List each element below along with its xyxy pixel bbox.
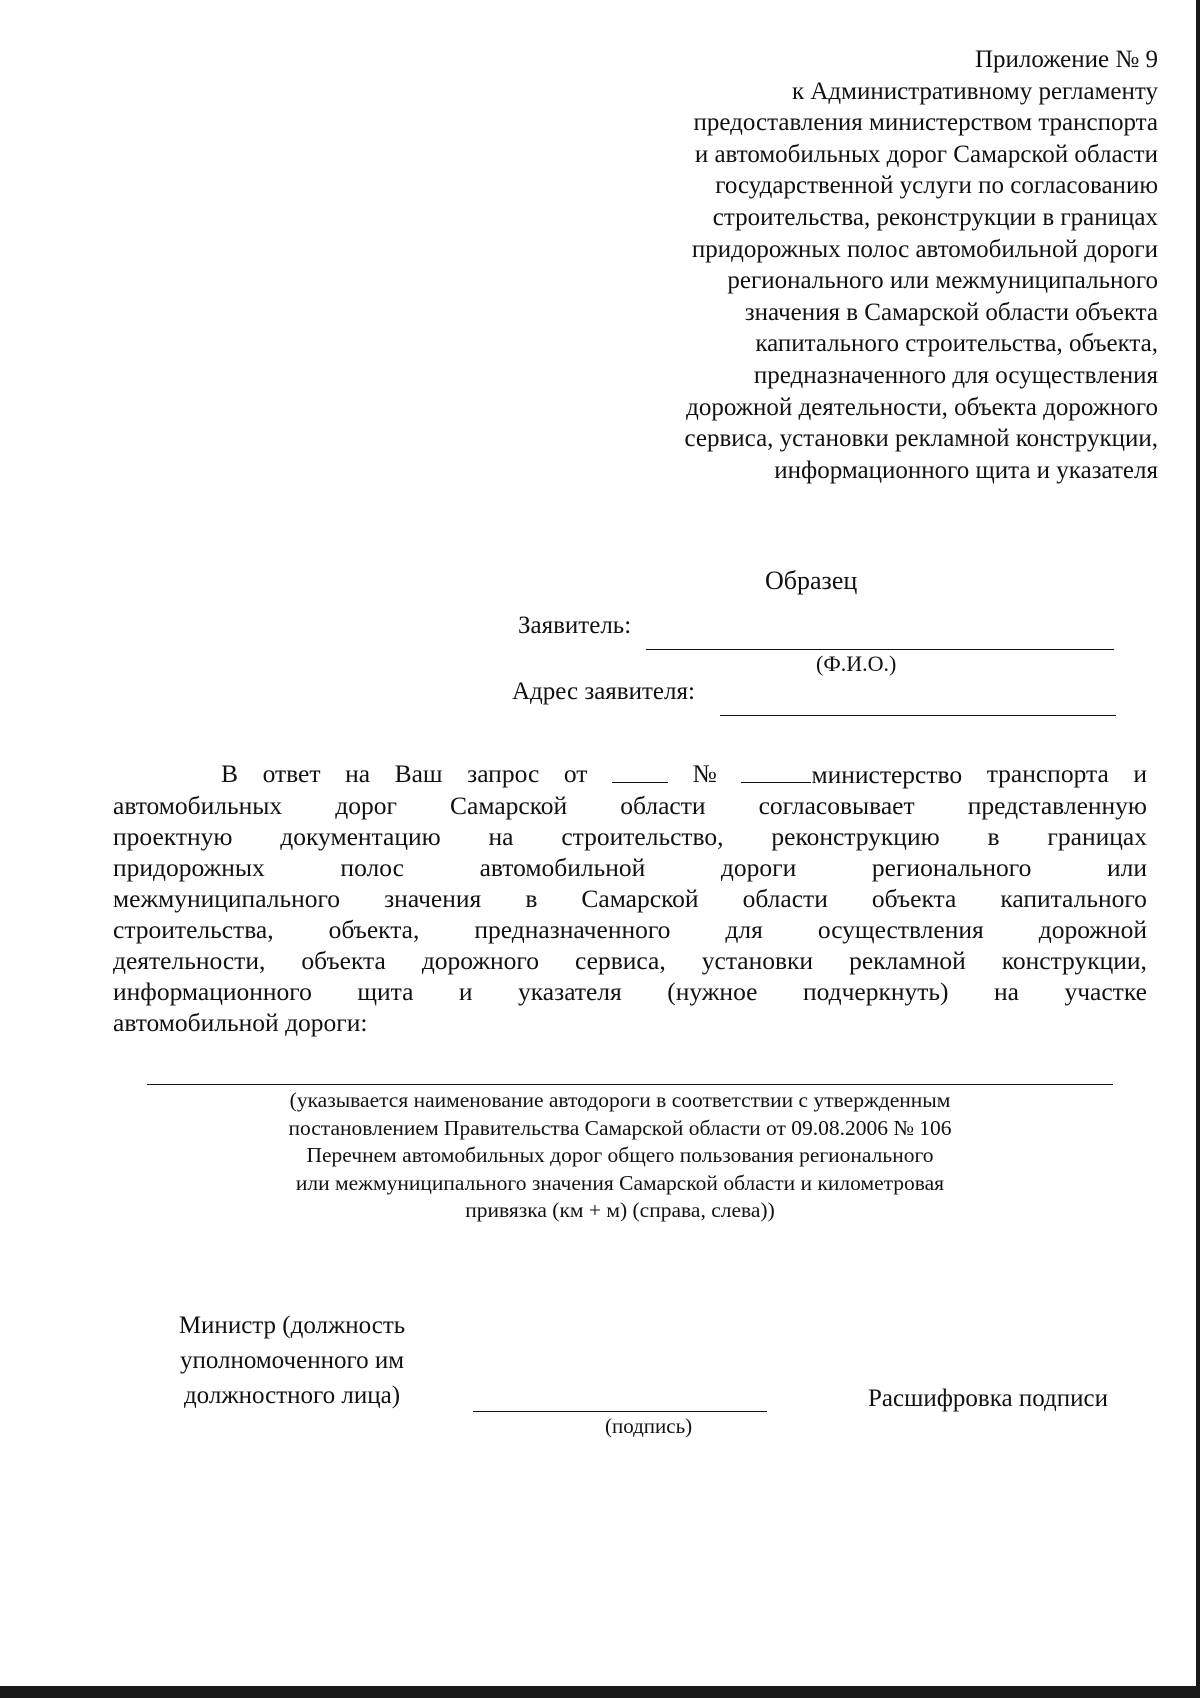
body-word: информационного [113,977,312,1006]
appendix-line: Приложение № 9 [974,46,1158,73]
body-word: конструкции, [1001,946,1147,975]
body-word: и [1133,759,1147,788]
body-word-with-blank [612,758,668,790]
body-word: дорог [335,791,397,820]
signature-caption: (подпись) [605,1414,693,1438]
applicant-label: Заявитель: [518,612,632,639]
body-word: области [620,791,706,820]
road-caption-line: постановлением Правительства Самарской области от 09.08.2006 № 106 [288,1115,952,1140]
body-word: транспорта [986,759,1109,788]
body-word: предназначенного [474,915,671,944]
body-word: и [458,977,473,1006]
body-word-with-blank: министерство [741,758,962,790]
body-word: запрос [467,759,540,788]
road-caption-line: или межмуниципального значения Самарской области и километровая [295,1170,945,1195]
blank-field[interactable] [612,758,668,783]
appendix-header [538,44,1158,486]
appendix-line: капитального строительства, объекта, [755,330,1158,358]
body-word: осуществления [817,915,984,944]
body-word: Самарской [450,791,568,820]
signature-field[interactable] [473,1411,767,1412]
appendix-line: к Административному регламенту [791,77,1158,105]
body-word: подчеркнуть) [802,977,949,1006]
body-word: строительства, [113,915,274,944]
body-word: капитального [1000,884,1147,913]
body-word: в [525,884,538,913]
body-word: полос [340,853,404,882]
appendix-line: регионального или межмуниципального [727,267,1158,295]
official-position-line: Министр (должность [178,1312,406,1339]
sample-label: Образец [765,566,858,595]
body-word: Самарской [581,884,699,913]
body-word: согласовывает [758,791,915,820]
official-position [142,1308,442,1413]
body-word: сервиса, [575,946,666,975]
applicant-name-field[interactable] [646,617,1114,650]
body-word: значения [384,884,482,913]
official-position-line: должностного лица) [183,1382,401,1409]
body-word: (нужное [667,977,758,1006]
body-word: дорожной [1038,915,1147,944]
road-caption-line: привязка (км + м) (справа, слева)) [465,1198,775,1223]
body-word: щита [357,977,414,1006]
official-position-line: уполномоченного им [179,1347,405,1374]
body-paragraph [113,758,1147,1038]
scan-edge-bottom [0,1686,1200,1698]
body-word: объекта [301,946,386,975]
body-word: установки [701,946,814,975]
body-line [113,758,1147,790]
appendix-line: сервиса, установки рекламной конструкции, [684,425,1158,453]
body-word: объекта, [328,915,420,944]
body-word: границах [1047,822,1147,851]
body-word: или [1106,853,1147,882]
appendix-line: и автомобильных дорог Самарской области [694,140,1158,168]
body-line [113,1007,1147,1038]
body-word: межмуниципального [113,884,341,913]
road-caption-line: Перечнем автомобильных дорог общего пользования регионального [306,1143,934,1168]
appendix-line: придорожных полос автомобильной дороги [691,235,1158,263]
scan-edge-right [1196,0,1200,1698]
applicant-address-label: Адрес заявителя: [512,678,695,705]
body-line [113,976,1147,1007]
body-word: автомобильной дороги: [113,1008,368,1037]
body-word: на [994,977,1019,1006]
body-word: Ваш [394,759,443,788]
body-line [113,852,1147,883]
body-line [113,945,1147,976]
appendix-line: предоставления министерством транспорта [693,109,1158,137]
body-word: объекта [871,884,957,913]
body-word: дорожного [421,946,539,975]
body-word: № [692,759,717,788]
body-word: области [742,884,828,913]
blank-field[interactable] [741,758,811,783]
body-line [113,914,1147,945]
appendix-line: информационного щита и указателя [774,456,1158,484]
appendix-line: предназначенного для осуществления [753,361,1158,389]
body-word: проектную [113,822,233,851]
body-word: рекламной [849,946,966,975]
body-word: строительство, [561,822,724,851]
body-word: документацию [280,822,441,851]
road-caption-line: (указывается наименование автодороги в соответствии с утвержденным [289,1088,951,1112]
body-word: в [987,822,1000,851]
body-word: на [488,822,514,851]
body-line [113,821,1147,852]
body-word: автомобильных [113,791,283,820]
body-word: реконструкцию [771,822,940,851]
body-word: ответ [262,759,321,788]
appendix-line: дорожной деятельности, объекта дорожного [686,393,1158,421]
road-name-caption [230,1087,1010,1225]
body-word: придорожных [113,853,265,882]
body-word: указателя [518,977,622,1006]
road-name-field[interactable] [147,1084,1113,1085]
body-word: участке [1064,977,1147,1006]
appendix-line: государственной услуги по согласованию [715,172,1158,200]
body-word: для [725,915,763,944]
body-word: автомобильной [479,853,646,882]
body-line [113,790,1147,821]
signature-decode-label: Расшифровка подписи [868,1385,1108,1412]
applicant-address-field[interactable] [720,683,1116,716]
body-line [113,883,1147,914]
body-word: В [221,759,239,788]
body-word: от [563,759,588,788]
appendix-line: строительства, реконструкции в границах [712,203,1158,231]
body-word: деятельности, [113,946,266,975]
body-word: представленную [967,791,1147,820]
body-word: на [345,759,371,788]
appendix-line: значения в Самарской области объекта [744,298,1158,326]
body-word: регионального [871,853,1032,882]
applicant-name-caption: (Ф.И.О.) [816,651,897,676]
body-word: дороги [720,853,797,882]
